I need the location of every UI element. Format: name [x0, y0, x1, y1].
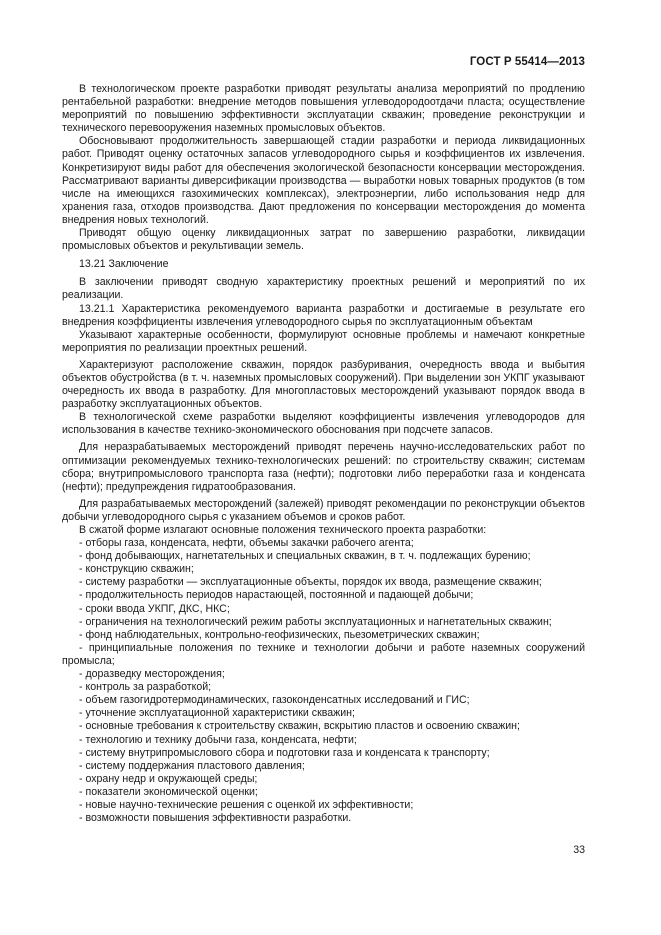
- paragraph: Обосновывают продолжительность завершающей стадии разработки и периода ликвидационных работ. Приводят оценку остаточных запасов углеводородного сырья и коэффициентов их извлечения. Конкретизируют виды работ для обеспечения экологической безопасности консервации месторождения. Рассматривают варианты диверсификации производства — выработки новых товарных продуктов (в том числе на имеющихся газохимических комплексах), электроэнергии, либо использования недр для хранения газа, отходов производства. Дают предложения по консервации месторождения до момента внедрения новых технологий.: [62, 135, 585, 226]
- paragraph: Характеризуют расположение скважин, порядок разбуривания, очередность ввода и выбытия объектов обустройства (в т. ч. наземных промысловых сооружений). При выделении зон УКПГ указывают очередность их ввода в разработку. Для многопластовых месторождений указывают порядок ввода в разработку эксплуатационных объектов.: [62, 358, 585, 411]
- list-item: - сроки ввода УКПГ, ДКС, НКС;: [79, 602, 230, 615]
- paragraph: В сжатой форме излагают основные положения технического проекта разработки:: [79, 524, 487, 536]
- paragraph: Указывают характерные особенности, формулируют основные проблемы и намечают конкретные мероприятия по реализации проектных решений.: [62, 328, 585, 354]
- list-item: - охрану недр и окружающей среды;: [79, 772, 258, 785]
- paragraph: В технологической схеме разработки выделяют коэффициенты извлечения углеводородов для использования в качестве технико-экономического обоснования при подсчете запасов.: [62, 411, 585, 437]
- subsection-heading: 13.21.1 Характеристика рекомендуемого варианта разработки и достигаемые в результате его внедрения коэффициенты извлечения углеводородного сырья по эксплуатационным объектам: [62, 302, 585, 328]
- list-item: - основные требования к строительству скважин, вскрытию пластов и освоению скважин;: [79, 720, 520, 733]
- list-item: - возможности повышения эффективности разработки.: [79, 812, 352, 825]
- list-item: - систему поддержания пластового давления;: [79, 759, 305, 772]
- list-item: - фонд добывающих, нагнетательных и специальных скважин, в т. ч. подлежащих бурению;: [79, 550, 531, 563]
- list-item: - продолжительность периодов нарастающей, постоянной и падающей добычи;: [79, 589, 474, 602]
- list-item: - уточнение эксплуатационной характеристики скважин;: [79, 707, 355, 720]
- list-item: - доразведку месторождения;: [79, 668, 225, 681]
- list-item: - отборы газа, конденсата, нефти, объемы закачки рабочего агента;: [79, 537, 414, 550]
- paragraph: Приводят общую оценку ликвидационных затрат по завершению разработки, ликвидации промысловых объектов и рекультивации земель.: [62, 227, 585, 253]
- page-number: 33: [573, 844, 585, 856]
- list-item: - фонд наблюдательных, контрольно-геофизических, пьезометрических скважин;: [79, 628, 480, 641]
- list-item: - технологию и технику добычи газа, конденсата, нефти;: [79, 733, 357, 746]
- list-item: - объем газогидротермодинамических, газоконденсатных исследований и ГИС;: [79, 694, 470, 707]
- list-item: - систему разработки — эксплуатационные объекты, порядок их ввода, размещение скважин;: [79, 576, 542, 589]
- paragraph: В технологическом проекте разработки приводят результаты анализа мероприятий по продлению рентабельной разработки: внедрение методов повышения углеводородоотдачи пласта; осуществление мероприятий по повышению эффективности эксплуатации скважин; проведение реконструкции и технического перевооружения наземных промысловых объектов.: [62, 83, 585, 135]
- document-body: [62, 83, 585, 825]
- list-item: - систему внутрипромыслового сбора и подготовки газа и конденсата к транспорту;: [79, 746, 490, 759]
- list-item: - контроль за разработкой;: [79, 681, 212, 694]
- list-item: - конструкцию скважин;: [79, 563, 194, 576]
- document-code-header: ГОСТ Р 55414—2013: [469, 56, 585, 68]
- list-item: - новые научно-технические решения с оценкой их эффективности;: [79, 798, 414, 811]
- list-item: - ограничения на технологический режим работы эксплуатационных и нагнетательных скважин;: [79, 615, 552, 628]
- paragraph: Для разрабатываемых месторождений (залежей) приводят рекомендации по реконструкции объектов добычи углеводородного сырья с указанием объемов и сроков работ.: [62, 497, 585, 523]
- paragraph: Для неразрабатываемых месторождений приводят перечень научно-исследовательских работ по оптимизации рекомендуемых технико-технологических решений: по строительству скважин; системам сбора; внутрипромыслового транспорта газа (нефти); подготовки либо переработки газа и конденсата (нефти); предупреждения гидратообразования.: [62, 441, 585, 493]
- list-item: - принципиальные положения по технике и технологии добычи и работе наземных сооружений промысла;: [62, 641, 585, 667]
- list-item: - показатели экономической оценки;: [79, 785, 258, 798]
- section-heading: 13.21 Заключение: [79, 258, 169, 271]
- paragraph: В заключении приводят сводную характеристику проектных решений и мероприятий по их реализации.: [62, 276, 585, 302]
